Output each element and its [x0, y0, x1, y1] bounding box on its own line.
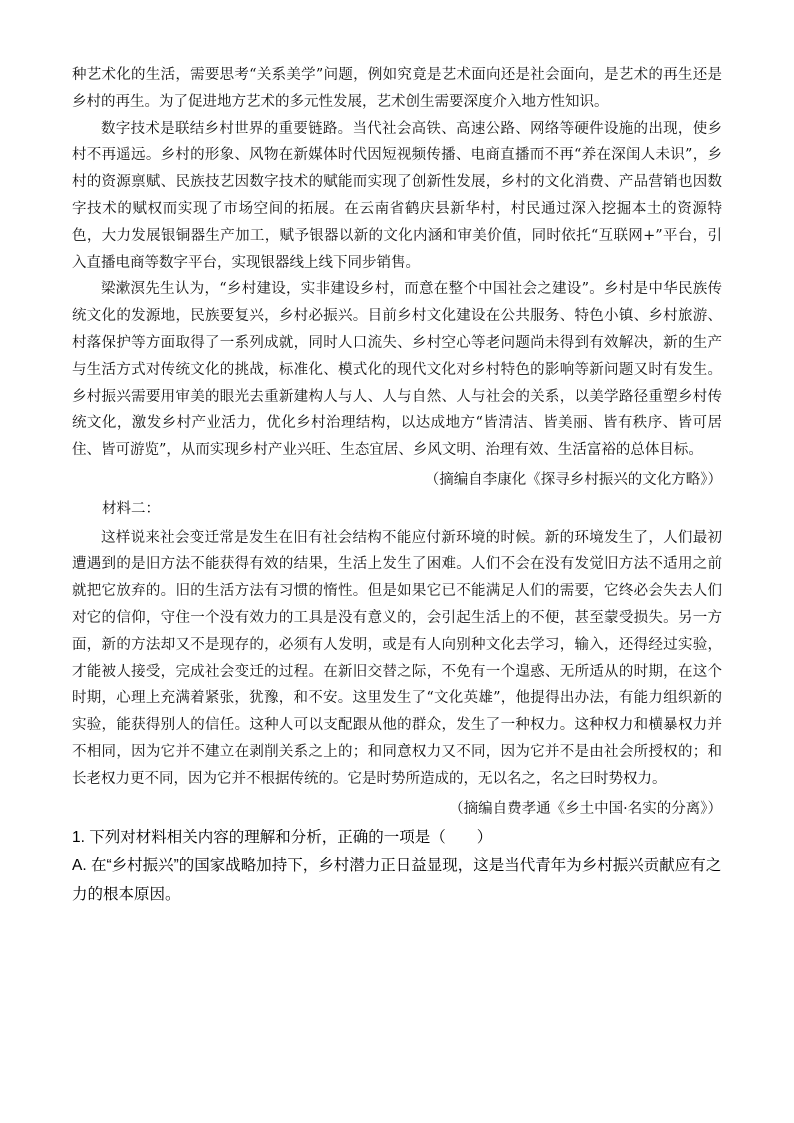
passage1-paragraph-3: 梁漱溟先生认为，“乡村建设，实非建设乡村，而意在整个中国社会之建设”。乡村是中华民族传统文化的发源地，民族要复兴，乡村必振兴。目前乡村文化建设在公共服务、特色小镇、乡村旅游、村落保护等方面取得了一系列成就，同时人口流失、乡村空心等老问题尚未得到有效解决，新的生产与生活方式对传统文化的挑战，标准化、模式化的现代文化对乡村特色的影响等新问题又时有发生。乡村振兴需要用审美的眼光去重新建构人与人、人与自然、人与社会的关系，以美学路径重塑乡村传统文化，激发乡村产业活力，优化乡村治理结构，以达成地方“皆清洁、皆美丽、皆有秩序、皆可居住、皆可游览”，从而实现乡村产业兴旺、生态宜居、乡风文明、治理有效、生活富裕的总体目标。 [72, 281, 722, 459]
passage2-source: （摘编自费孝通《乡土中国·名实的分离》） [449, 800, 722, 817]
question-1-stem: 1. 下列对材料相关内容的理解和分析，正确的一项是（ ） [72, 829, 493, 847]
passage2-paragraph-1: 这样说来社会变迁常是发生在旧有社会结构不能应付新环境的时候。新的环境发生了，人们最初遭遇到的是旧方法不能获得有效的结果，生活上发生了困难。人们不会在没有发觉旧方法不适用之前就把它放弃的。旧的生活方法有习惯的惰性。但是如果它已不能满足人们的需要，它终必会失去人们对它的信仰，守住一个没有效力的工具是没有意义的，会引起生活上的不便，甚至蒙受损失。另一方面，新的方法却又不是现存的，必须有人发明，或是有人向别种文化去学习，输入，还得经过实验，才能被人接受，完成社会变迁的过程。在新旧交替之际，不免有一个遑惑、无所适从的时期，在这个时期，心理上充满着紧张，犹豫，和不安。这里发生了“文化英雄”，他提得出办法，有能力组织新的实验，能获得别人的信任。这种人可以支配跟从他的群众，发生了一种权力。这种权力和横暴权力并不相同，因为它并不建立在剥削关系之上的；和同意权力又不同，因为它并不是由社会所授权的；和长老权力更不同，因为它并不根据传统的。它是时势所造成的，无以名之，名之曰时势权力。 [72, 529, 722, 787]
passage1-paragraph-2: 数字技术是联结乡村世界的重要链路。当代社会高铁、高速公路、网络等硬件设施的出现，使乡村不再遥远。乡村的形象、风物在新媒体时代因短视频传播、电商直播而不再“养在深闺人未识”，乡村的资源禀赋、民族技艺因数字技术的赋能而实现了创新性发展，乡村的文化消费、产品营销也因数字技术的赋权而实现了市场空间的拓展。在云南省鹤庆县新华村，村民通过深入挖掘本土的资源特色，大力发展银铜器生产加工，赋予银器以新的文化内涵和审美价值，同时依托“互联网+”平台，引入直播电商等数字平台，实现银器线上线下同步销售。 [72, 120, 722, 271]
passage1-source: （摘编自李康化《探寻乡村振兴的文化方略》） [424, 471, 722, 488]
passage2-heading: 材料二： [102, 500, 160, 517]
question-1-option-a[interactable]: A. 在“乡村振兴”的国家战略加持下，乡村潜力正日益显现，这是当代青年为乡村振兴贡献应有之力的根本原因。 [72, 857, 722, 903]
passage1-paragraph-1: 种艺术化的生活，需要思考“关系美学”问题，例如究竟是艺术面向还是社会面向，是艺术的再生还是乡村的再生。为了促进地方艺术的多元性发展，艺术创生需要深度介入地方性知识。 [72, 67, 722, 110]
document-body [72, 62, 722, 909]
